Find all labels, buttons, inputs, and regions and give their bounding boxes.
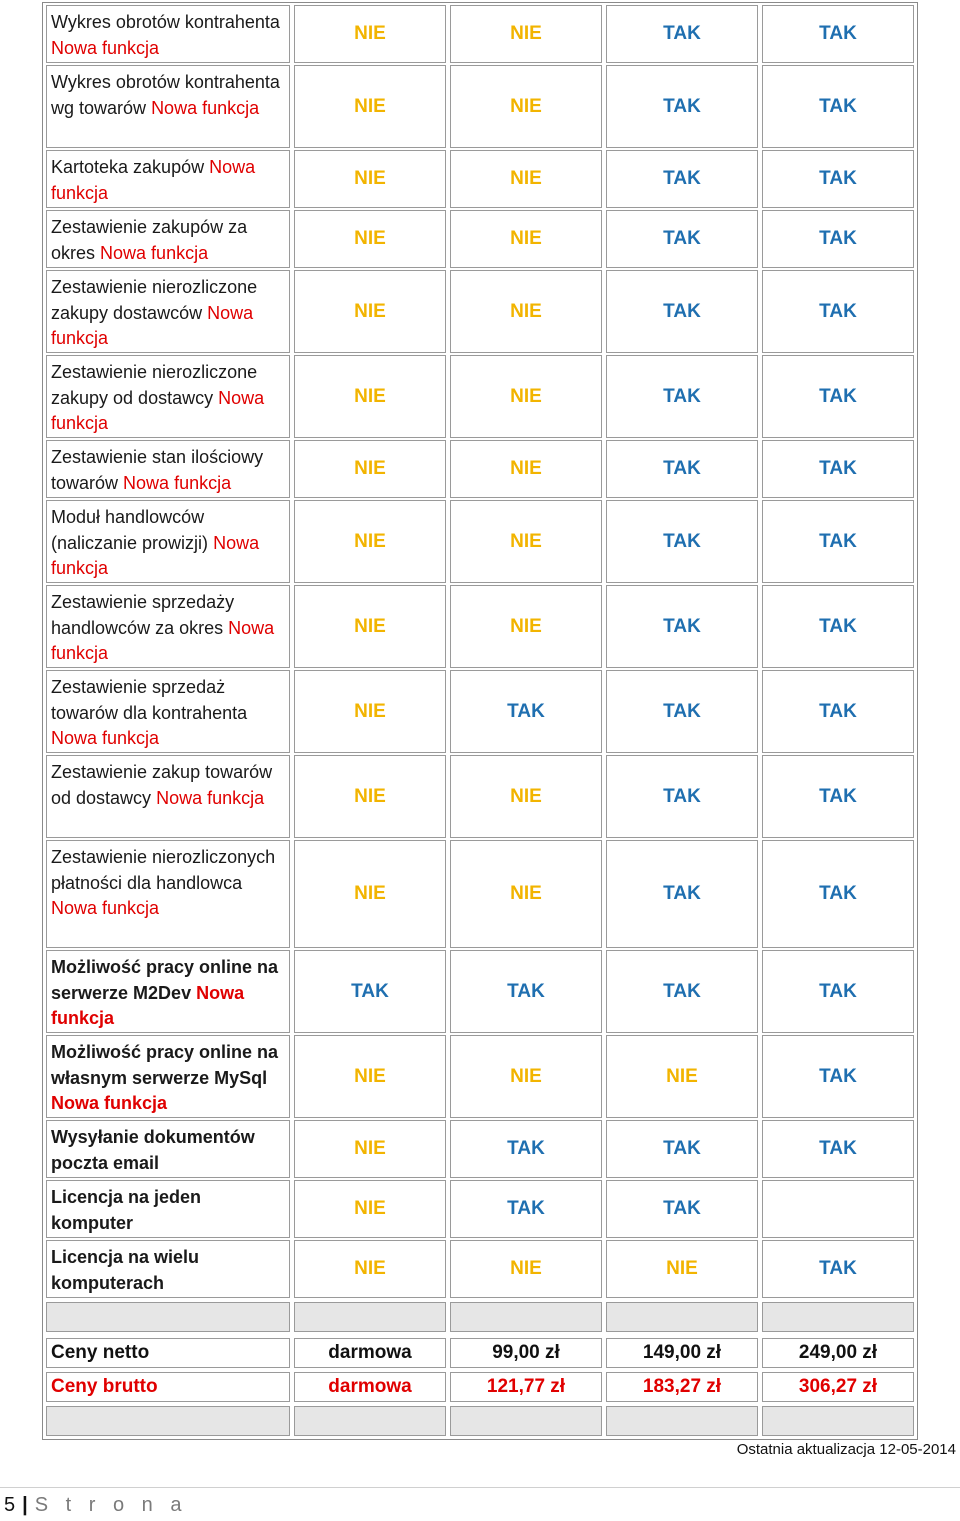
availability-cell: NIE xyxy=(294,670,446,753)
availability-cell: NIE xyxy=(294,1180,446,1238)
availability-cell: TAK xyxy=(294,950,446,1033)
availability-cell: NIE xyxy=(450,65,602,148)
footer-separator: | xyxy=(22,1494,28,1516)
feature-name-cell xyxy=(46,585,290,668)
availability-cell: TAK xyxy=(762,1035,914,1118)
price-label: Ceny brutto xyxy=(46,1372,290,1402)
empty-cell xyxy=(46,1302,290,1332)
empty-cell xyxy=(762,1302,914,1332)
availability-cell: TAK xyxy=(762,670,914,753)
table-row xyxy=(46,840,914,948)
feature-name: Zestawienie nierozliczone zakupy od dostawcy xyxy=(51,362,258,408)
feature-name-cell xyxy=(46,5,290,63)
availability-cell: TAK xyxy=(450,1120,602,1178)
feature-comparison-table xyxy=(42,2,918,1440)
availability-cell: TAK xyxy=(450,1180,602,1238)
availability-cell: NIE xyxy=(606,1240,758,1298)
feature-name: Kartoteka zakupów xyxy=(51,157,205,177)
feature-name: Licencja na wielu komputerach xyxy=(51,1247,200,1293)
new-feature-tag: Nowa funkcja xyxy=(151,97,260,118)
new-feature-tag: Nowa funkcja xyxy=(51,302,254,349)
feature-name: Zestawienie sprzedaży handlowców za okres xyxy=(51,592,235,638)
availability-cell: NIE xyxy=(294,585,446,668)
availability-cell: TAK xyxy=(606,670,758,753)
price-value: darmowa xyxy=(294,1372,446,1402)
availability-cell: TAK xyxy=(450,950,602,1033)
new-feature-tag: Nowa funkcja xyxy=(51,532,260,579)
availability-cell: NIE xyxy=(450,755,602,838)
availability-cell: TAK xyxy=(606,440,758,498)
table-row xyxy=(46,5,914,63)
availability-cell: NIE xyxy=(450,1240,602,1298)
feature-name: Wysyłanie dokumentów poczta email xyxy=(51,1127,255,1173)
new-feature-tag: Nowa funkcja xyxy=(51,982,245,1029)
availability-cell: NIE xyxy=(294,270,446,353)
feature-name-cell xyxy=(46,755,290,838)
table-row xyxy=(46,1120,914,1178)
availability-cell: TAK xyxy=(606,65,758,148)
availability-cell: TAK xyxy=(606,500,758,583)
availability-cell: TAK xyxy=(762,355,914,438)
new-feature-tag: Nowa funkcja xyxy=(51,617,275,664)
availability-cell: TAK xyxy=(762,1240,914,1298)
price-value: 249,00 zł xyxy=(762,1338,914,1368)
footer-divider xyxy=(0,1487,960,1488)
feature-name-cell xyxy=(46,950,290,1033)
availability-cell: TAK xyxy=(606,270,758,353)
new-feature-tag: Nowa funkcja xyxy=(51,1093,168,1114)
availability-cell: TAK xyxy=(762,440,914,498)
availability-cell: NIE xyxy=(294,500,446,583)
feature-name: Zestawienie nierozliczonych płatności dla handlowca xyxy=(51,847,276,893)
availability-cell: TAK xyxy=(606,950,758,1033)
table-row xyxy=(46,1035,914,1118)
availability-cell: NIE xyxy=(294,150,446,208)
availability-cell: TAK xyxy=(762,950,914,1033)
availability-cell xyxy=(762,1180,914,1238)
table-row xyxy=(46,670,914,753)
availability-cell: NIE xyxy=(294,840,446,948)
availability-cell: NIE xyxy=(294,1240,446,1298)
availability-cell: TAK xyxy=(762,210,914,268)
table-row xyxy=(46,150,914,208)
availability-cell: NIE xyxy=(294,755,446,838)
availability-cell: NIE xyxy=(450,840,602,948)
availability-cell: NIE xyxy=(606,1035,758,1118)
table-row xyxy=(46,950,914,1033)
price-value: 99,00 zł xyxy=(450,1338,602,1368)
feature-name-cell xyxy=(46,500,290,583)
empty-cell xyxy=(46,1406,290,1436)
empty-cell xyxy=(762,1406,914,1436)
table-row xyxy=(46,585,914,668)
feature-name-cell xyxy=(46,1180,290,1238)
table-row xyxy=(46,270,914,353)
page-word: S t r o n a xyxy=(34,1494,188,1516)
availability-cell: TAK xyxy=(762,1120,914,1178)
new-feature-tag: Nowa funkcja xyxy=(51,728,160,749)
feature-name: Licencja na jeden komputer xyxy=(51,1187,202,1233)
availability-cell: NIE xyxy=(450,1035,602,1118)
table-row xyxy=(46,65,914,148)
new-feature-tag: Nowa funkcja xyxy=(51,898,160,919)
table-row xyxy=(46,440,914,498)
availability-cell: NIE xyxy=(450,585,602,668)
availability-cell: TAK xyxy=(762,150,914,208)
availability-cell: TAK xyxy=(606,5,758,63)
empty-cell xyxy=(294,1406,446,1436)
availability-cell: NIE xyxy=(450,355,602,438)
feature-name: Zestawienie stan ilościowy towarów xyxy=(51,447,264,493)
availability-cell: NIE xyxy=(294,5,446,63)
availability-cell: NIE xyxy=(294,355,446,438)
new-feature-tag: Nowa funkcja xyxy=(100,242,209,263)
new-feature-tag: Nowa funkcja xyxy=(123,472,232,493)
availability-cell: NIE xyxy=(450,210,602,268)
availability-cell: NIE xyxy=(294,65,446,148)
feature-name: Wykres obrotów kontrahenta xyxy=(51,12,280,32)
feature-name-cell xyxy=(46,65,290,148)
new-feature-tag: Nowa funkcja xyxy=(51,157,256,203)
new-feature-tag: Nowa funkcja xyxy=(51,37,160,58)
availability-cell: TAK xyxy=(606,1120,758,1178)
new-feature-tag: Nowa funkcja xyxy=(51,387,265,434)
last-update-note: Ostatnia aktualizacja 12-05-2014 xyxy=(736,1441,956,1458)
availability-cell: TAK xyxy=(450,670,602,753)
price-value: 306,27 zł xyxy=(762,1372,914,1402)
feature-name: Zestawienie nierozliczone zakupy dostawców xyxy=(51,277,258,323)
feature-name: Zestawienie sprzedaż towarów dla kontrahenta xyxy=(51,677,248,723)
feature-name-cell xyxy=(46,1120,290,1178)
availability-cell: NIE xyxy=(294,1035,446,1118)
table-row xyxy=(46,210,914,268)
empty-cell xyxy=(606,1302,758,1332)
table-row xyxy=(46,500,914,583)
feature-name-cell xyxy=(46,440,290,498)
price-value: 121,77 zł xyxy=(450,1372,602,1402)
availability-cell: TAK xyxy=(762,500,914,583)
feature-name-cell xyxy=(46,355,290,438)
availability-cell: TAK xyxy=(762,5,914,63)
feature-name-cell xyxy=(46,1035,290,1118)
availability-cell: TAK xyxy=(762,65,914,148)
feature-name: Możliwość pracy online na własnym serwerze MySql xyxy=(51,1042,279,1088)
price-row-brutto xyxy=(46,1372,914,1402)
availability-cell: NIE xyxy=(450,500,602,583)
feature-name: Zestawienie zakupów za okres xyxy=(51,217,248,263)
spacer-row xyxy=(46,1302,914,1332)
feature-name-cell xyxy=(46,210,290,268)
table-row xyxy=(46,1180,914,1238)
availability-cell: TAK xyxy=(606,150,758,208)
availability-cell: TAK xyxy=(606,755,758,838)
feature-name: Możliwość pracy online na serwerze M2Dev xyxy=(51,957,279,1003)
feature-name-cell xyxy=(46,1240,290,1298)
feature-name: Wykres obrotów kontrahenta wg towarów xyxy=(51,72,280,118)
availability-cell: TAK xyxy=(606,1180,758,1238)
availability-cell: TAK xyxy=(606,840,758,948)
availability-cell: NIE xyxy=(450,5,602,63)
empty-cell xyxy=(450,1302,602,1332)
availability-cell: TAK xyxy=(606,210,758,268)
availability-cell: TAK xyxy=(762,755,914,838)
feature-name-cell xyxy=(46,150,290,208)
spacer-row xyxy=(46,1406,914,1436)
availability-cell: TAK xyxy=(606,585,758,668)
page-number: 5 xyxy=(4,1494,16,1516)
availability-cell: TAK xyxy=(762,270,914,353)
page-footer xyxy=(4,1494,187,1517)
price-value: 149,00 zł xyxy=(606,1338,758,1368)
price-label: Ceny netto xyxy=(46,1338,290,1368)
feature-name-cell xyxy=(46,670,290,753)
availability-cell: NIE xyxy=(450,270,602,353)
price-value: 183,27 zł xyxy=(606,1372,758,1402)
availability-cell: NIE xyxy=(450,150,602,208)
feature-name-cell xyxy=(46,840,290,948)
feature-name: Zestawienie zakup towarów od dostawcy xyxy=(51,762,273,808)
empty-cell xyxy=(450,1406,602,1436)
availability-cell: TAK xyxy=(762,585,914,668)
feature-name-cell xyxy=(46,270,290,353)
table-row xyxy=(46,355,914,438)
table-row xyxy=(46,755,914,838)
availability-cell: NIE xyxy=(294,210,446,268)
table-row xyxy=(46,1240,914,1298)
availability-cell: NIE xyxy=(294,440,446,498)
feature-name: Moduł handlowców (naliczanie prowizji) xyxy=(51,507,209,553)
price-value: darmowa xyxy=(294,1338,446,1368)
availability-cell: TAK xyxy=(606,355,758,438)
availability-cell: NIE xyxy=(294,1120,446,1178)
empty-cell xyxy=(606,1406,758,1436)
new-feature-tag: Nowa funkcja xyxy=(156,787,265,808)
availability-cell: NIE xyxy=(450,440,602,498)
price-row-netto xyxy=(46,1338,914,1368)
availability-cell: TAK xyxy=(762,840,914,948)
empty-cell xyxy=(294,1302,446,1332)
